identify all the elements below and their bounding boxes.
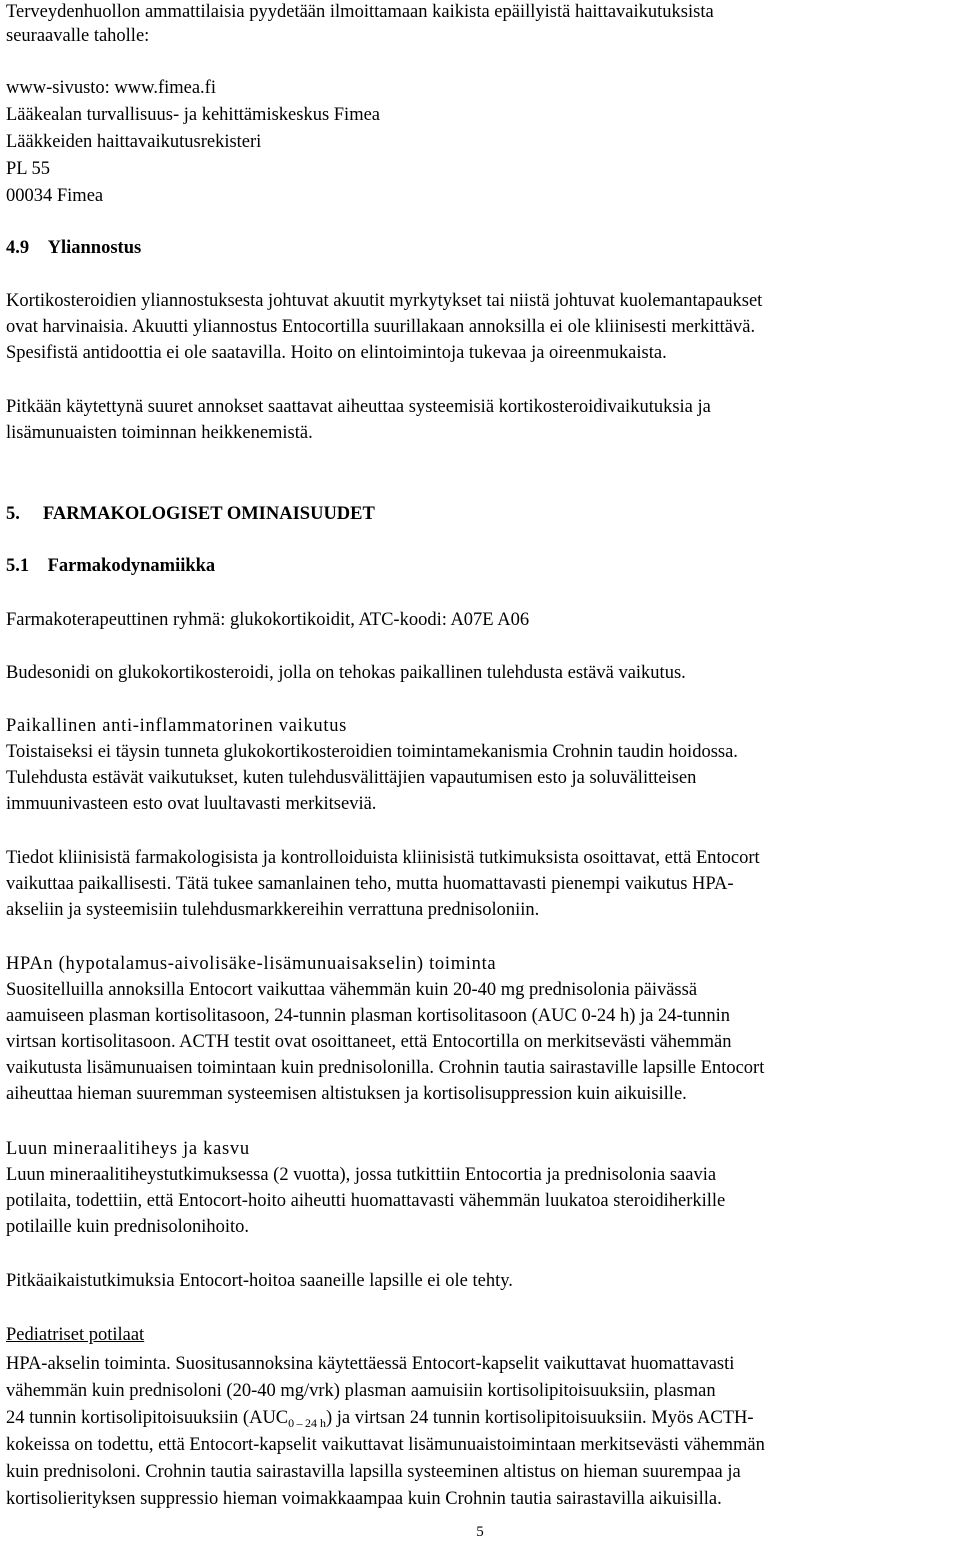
pediatric-line-1: HPA-akselin toiminta. Suositusannoksina käytettäessä Entocort-kapselit vaikuttavat huomattavasti (6, 1354, 735, 1374)
section-5-1-heading: 5.1 Farmakodynamiikka (6, 556, 216, 576)
bone-line-2: potilaita, todettiin, että Entocort-hoito aiheutti huomattavasti vähemmän luukatoa steroidiherkille (6, 1191, 726, 1211)
intro-line-1: Terveydenhuollon ammattilaisia pyydetään ilmoittamaan kaikista epäillyistä haittavaikutuksista (6, 2, 714, 22)
intro-line-2: seuraavalle taholle: (6, 26, 150, 46)
studies-line-2: vaikuttaa paikallisesti. Tätä tukee samanlainen teho, mutta huomattavasti pienempi vaikutus HPA- (6, 874, 734, 894)
bone-line-1: Luun mineraalitiheystutkimuksessa (2 vuotta), jossa tutkittiin Entocortia ja prednisolonia saavia (6, 1165, 717, 1185)
hpa-line-3: virtsan kortisolitasoon. ACTH testit ovat osoittaneet, että Entocortilla on merkitsevästi vähemmän (6, 1032, 732, 1052)
local-effect-line-3: immuunivasteen esto ovat luultavasti merkitseviä. (6, 794, 377, 814)
budesonide-line: Budesonidi on glukokortikosteroidi, jolla on tehokas paikallinen tulehdusta estävä vaikutus. (6, 663, 686, 683)
longterm-line: Pitkäaikaistutkimuksia Entocort-hoitoa saaneille lapsille ei ole tehty. (6, 1271, 513, 1291)
pediatric-line-5: kuin prednisoloni. Crohnin tautia sairastavilla lapsilla systeeminen altistus on hieman suurempaa ja (6, 1462, 741, 1482)
section-4-9-heading: 4.9 Yliannostus (6, 238, 142, 258)
atc-line: Farmakoterapeuttinen ryhmä: glukokortikoidit, ATC-koodi: A07E A06 (6, 610, 530, 630)
address-postcode: 00034 Fimea (6, 186, 104, 206)
pediatric-heading: Pediatriset potilaat (6, 1325, 145, 1345)
section-5-heading: 5. FARMAKOLOGISET OMINAISUUDET (6, 504, 375, 524)
hpa-line-2: aamuiseen plasman kortisolitasoon, 24-tunnin plasman kortisolitasoon (AUC 0-24 h) ja 24-tunnin (6, 1006, 730, 1026)
hpa-line-4: vaikutusta lisämunuaisen toimintaan kuin prednisolonilla. Crohnin tautia sairastaville lapsille Entocort (6, 1058, 765, 1078)
pediatric-line-6: kortisolierityksen suppressio hieman voimakkaampaa kuin Crohnin tautia sairastavilla aikuisilla. (6, 1489, 722, 1509)
overdose-line-3: Spesifistä antidoottia ei ole saatavilla. Hoito on elintoimintoja tukevaa ja oireenmukaista. (6, 343, 667, 363)
page-number: 5 (476, 1524, 484, 1540)
studies-line-1: Tiedot kliinisistä farmakologisista ja kontrolloiduista kliinisistä tutkimuksista osoittavat, että Entocort (6, 848, 760, 868)
local-effect-line-2: Tulehdusta estävät vaikutukset, kuten tulehdusvälittäjien vapautumisen esto ja soluvälitteisen (6, 768, 697, 788)
bone-heading: Luun mineraalitiheys ja kasvu (6, 1139, 250, 1159)
address-registry: Lääkkeiden haittavaikutusrekisteri (6, 132, 262, 152)
hpa-line-1: Suositelluilla annoksilla Entocort vaikuttaa vähemmän kuin 20-40 mg prednisolonia päivässä (6, 980, 698, 1000)
pediatric-line-4: kokeissa on todettu, että Entocort-kapselit vaikuttavat lisämunuaistoimintaan merkitsevästi vähemmän (6, 1435, 765, 1455)
address-pobox: PL 55 (6, 159, 51, 179)
studies-line-3: akseliin ja systeemisiin tulehdusmarkkereihin verrattuna prednisoloniin. (6, 900, 540, 920)
local-effect-line-1: Toistaiseksi ei täysin tunneta glukokortikosteroidien toimintamekanismia Crohnin taudin hoidossa. (6, 742, 738, 762)
pediatric-line-3-before: 24 tunnin kortisolipitoisuuksiin (AUC (6, 1408, 289, 1428)
longuse-line-2: lisämunuaisten toiminnan heikkenemistä. (6, 423, 313, 443)
pediatric-line-2: vähemmän kuin prednisoloni (20-40 mg/vrk) plasman aamuisiin kortisolipitoisuuksiin, plasman (6, 1381, 716, 1401)
overdose-line-1: Kortikosteroidien yliannostuksesta johtuvat akuutit myrkytykset tai niistä johtuvat kuolemantapaukset (6, 291, 763, 311)
hpa-line-5: aiheuttaa hieman suuremman systeemisen altistuksen ja kortisolisuppression kuin aikuisille. (6, 1084, 687, 1104)
local-effect-heading: Paikallinen anti-inflammatorinen vaikutus (6, 716, 348, 736)
pediatric-line-3-after: ) ja virtsan 24 tunnin kortisolipitoisuuksiin. Myös ACTH- (325, 1408, 754, 1428)
address-website: www-sivusto: www.fimea.fi (6, 78, 216, 98)
bone-line-3: potilaille kuin prednisolonihoito. (6, 1217, 250, 1237)
overdose-line-2: ovat harvinaisia. Akuutti yliannostus Entocortilla suurillakaan annoksilla ei ole kliinisesti merkittävä. (6, 317, 756, 337)
auc-subscript: 0 – 24 h (288, 1416, 326, 1430)
address-agency: Lääkealan turvallisuus- ja kehittämiskeskus Fimea (6, 105, 381, 125)
longuse-line-1: Pitkään käytettynä suuret annokset saattavat aiheuttaa systeemisiä kortikosteroidivaikutuksia ja (6, 397, 711, 417)
hpa-heading: HPAn (hypotalamus-aivolisäke-lisämunuaisakselin) toiminta (6, 954, 497, 974)
